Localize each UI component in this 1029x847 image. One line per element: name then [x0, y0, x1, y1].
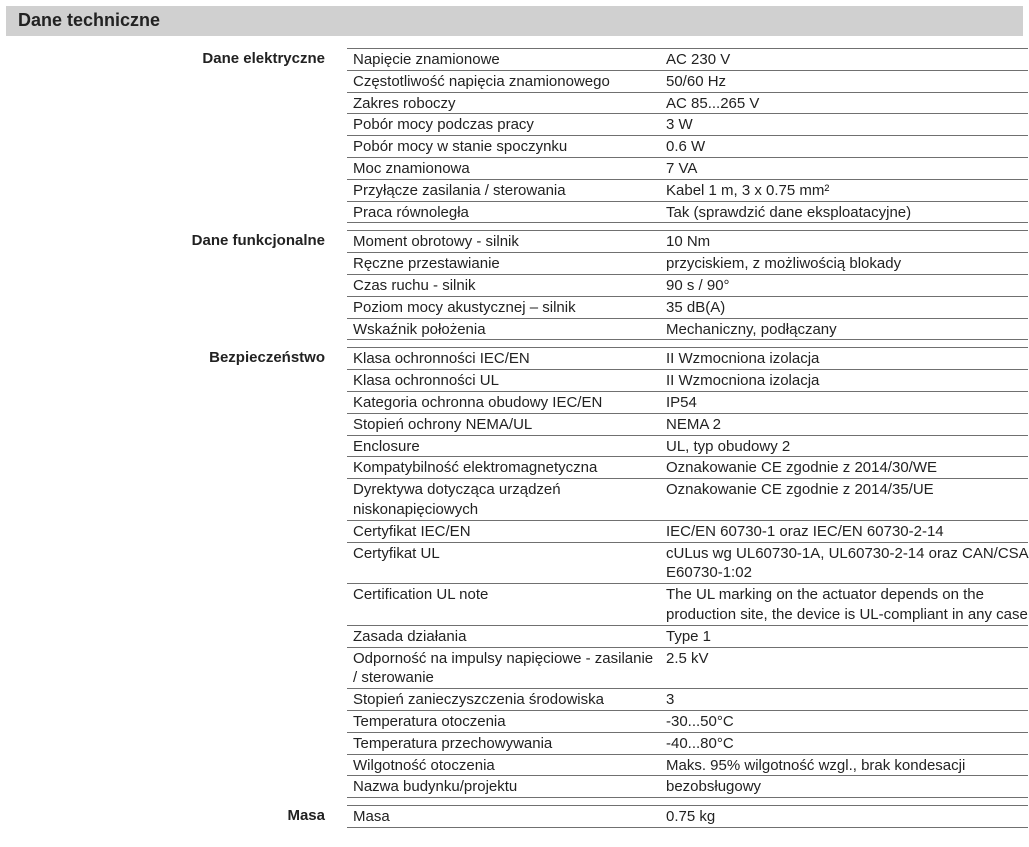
spec-section	[0, 347, 1029, 798]
value-cell: Type 1	[666, 627, 712, 645]
value-cell: -40...80°C	[666, 734, 734, 752]
property-cell: Ręczne przestawianie	[353, 255, 500, 273]
table-row	[347, 113, 1028, 136]
table-row	[347, 647, 1028, 690]
value-cell: -30...50°C	[666, 712, 734, 730]
header-bar	[6, 6, 1023, 36]
table-row	[347, 135, 1028, 158]
table-row	[347, 48, 1028, 71]
table-row	[347, 391, 1028, 414]
value-cell: 90 s / 90°	[666, 276, 730, 294]
property-cell: Kompatybilność elektromagnetyczna	[353, 459, 598, 477]
value-cell: UL, typ obudowy 2	[666, 437, 791, 455]
value-cell: cULus wg UL60730-1A, UL60730-2-14 oraz CAN/CSA E60730-1:02	[666, 544, 1028, 582]
property-cell: Enclosure	[353, 437, 420, 455]
property-cell: Dyrektywa dotycząca urządzeń niskonapięciowych	[353, 481, 561, 518]
spec-sections	[0, 48, 1029, 835]
value-cell: NEMA 2	[666, 415, 722, 433]
table-row	[347, 805, 1028, 828]
table-row	[347, 732, 1028, 755]
spec-section	[0, 48, 1029, 223]
table-row	[347, 179, 1028, 202]
value-cell: Maks. 95% wilgotność wzgl., brak kondesacji	[666, 756, 966, 774]
property-cell: Kategoria ochronna obudowy IEC/EN	[353, 393, 603, 411]
value-cell: 10 Nm	[666, 233, 711, 251]
property-cell: Napięcie znamionowe	[353, 51, 500, 68]
property-cell: Wilgotność otoczenia	[353, 756, 495, 774]
property-cell: Zakres roboczy	[353, 94, 456, 112]
value-cell: 0.75 kg	[666, 808, 716, 826]
table-row	[347, 520, 1028, 543]
property-cell: Certyfikat IEC/EN	[353, 522, 471, 540]
table-row	[347, 92, 1028, 115]
property-cell: Temperatura przechowywania	[353, 734, 553, 752]
property-cell: Przyłącze zasilania / sterowania	[353, 181, 566, 199]
table-row	[347, 456, 1028, 479]
value-cell: II Wzmocniona izolacja	[666, 372, 820, 390]
property-cell: Stopień zanieczyszczenia środowiska	[353, 691, 604, 709]
table-row	[347, 157, 1028, 180]
value-cell: AC 85...265 V	[666, 94, 760, 112]
property-cell: Temperatura otoczenia	[353, 712, 506, 730]
value-cell: 3	[666, 691, 675, 709]
section-label: Bezpieczeństwo	[209, 349, 325, 367]
property-cell: Poziom mocy akustycznej – silnik	[353, 298, 576, 316]
value-cell: Mechaniczny, podłączany	[666, 320, 837, 338]
section-label: Dane elektryczne	[202, 50, 325, 67]
spec-section	[0, 805, 1029, 828]
table-row	[347, 435, 1028, 458]
table-row	[347, 542, 1028, 585]
table-row	[347, 478, 1028, 521]
property-cell: Pobór mocy podczas pracy	[353, 116, 534, 134]
spec-table	[347, 347, 1028, 798]
value-cell: The UL marking on the actuator depends on the production site, the device is UL-compliant in any case	[666, 586, 1028, 623]
table-row	[347, 230, 1028, 253]
property-cell: Moc znamionowa	[353, 159, 470, 177]
table-row	[347, 70, 1028, 93]
table-row	[347, 583, 1028, 626]
table-row	[347, 688, 1028, 711]
table-row	[347, 775, 1028, 798]
property-cell: Odporność na impulsy napięciowe - zasilanie / sterowanie	[353, 649, 654, 687]
value-cell: 7 VA	[666, 159, 698, 177]
property-cell: Wskaźnik położenia	[353, 320, 486, 338]
property-cell: Pobór mocy w stanie spoczynku	[353, 138, 568, 156]
property-cell: Klasa ochronności IEC/EN	[353, 350, 530, 368]
value-cell: 50/60 Hz	[666, 72, 727, 90]
value-cell: Tak (sprawdzić dane eksploatacyjne)	[666, 203, 912, 221]
value-cell: 2.5 kV	[666, 649, 709, 667]
table-row	[347, 201, 1028, 224]
table-row	[347, 318, 1028, 341]
spec-table	[347, 805, 1028, 828]
value-cell: bezobsługowy	[666, 778, 762, 796]
property-cell: Certification UL note	[353, 586, 489, 604]
value-cell: AC 230 V	[666, 51, 731, 68]
table-row	[347, 710, 1028, 733]
spec-table	[347, 48, 1028, 223]
table-row	[347, 347, 1028, 370]
value-cell: Oznakowanie CE zgodnie z 2014/30/WE	[666, 459, 937, 477]
table-row	[347, 274, 1028, 297]
value-cell: IP54	[666, 393, 697, 411]
spec-table	[347, 230, 1028, 340]
value-cell: 0.6 W	[666, 138, 706, 156]
table-row	[347, 252, 1028, 275]
property-cell: Nazwa budynku/projektu	[353, 778, 518, 796]
value-cell: 35 dB(A)	[666, 298, 726, 316]
section-label: Masa	[287, 807, 325, 825]
table-row	[347, 296, 1028, 319]
property-cell: Częstotliwość napięcia znamionowego	[353, 72, 610, 90]
property-cell: Klasa ochronności UL	[353, 372, 499, 390]
property-cell: Certyfikat UL	[353, 544, 440, 562]
property-cell: Czas ruchu - silnik	[353, 276, 476, 294]
property-cell: Stopień ochrony NEMA/UL	[353, 415, 533, 433]
value-cell: Kabel 1 m, 3 x 0.75 mm²	[666, 181, 830, 199]
property-cell: Moment obrotowy - silnik	[353, 233, 519, 251]
section-label: Dane funkcjonalne	[191, 232, 325, 250]
table-row	[347, 369, 1028, 392]
table-row	[347, 754, 1028, 777]
value-cell: II Wzmocniona izolacja	[666, 350, 820, 368]
page-title: Dane techniczne	[18, 10, 161, 30]
property-cell: Zasada działania	[353, 627, 467, 645]
value-cell: IEC/EN 60730-1 oraz IEC/EN 60730-2-14	[666, 522, 944, 540]
property-cell: Masa	[353, 808, 390, 826]
table-row	[347, 625, 1028, 648]
value-cell: 3 W	[666, 116, 693, 134]
table-row	[347, 413, 1028, 436]
spec-section	[0, 230, 1029, 340]
property-cell: Praca równoległa	[353, 203, 469, 221]
value-cell: przyciskiem, z możliwością blokady	[666, 255, 902, 273]
value-cell: Oznakowanie CE zgodnie z 2014/35/UE	[666, 481, 934, 499]
